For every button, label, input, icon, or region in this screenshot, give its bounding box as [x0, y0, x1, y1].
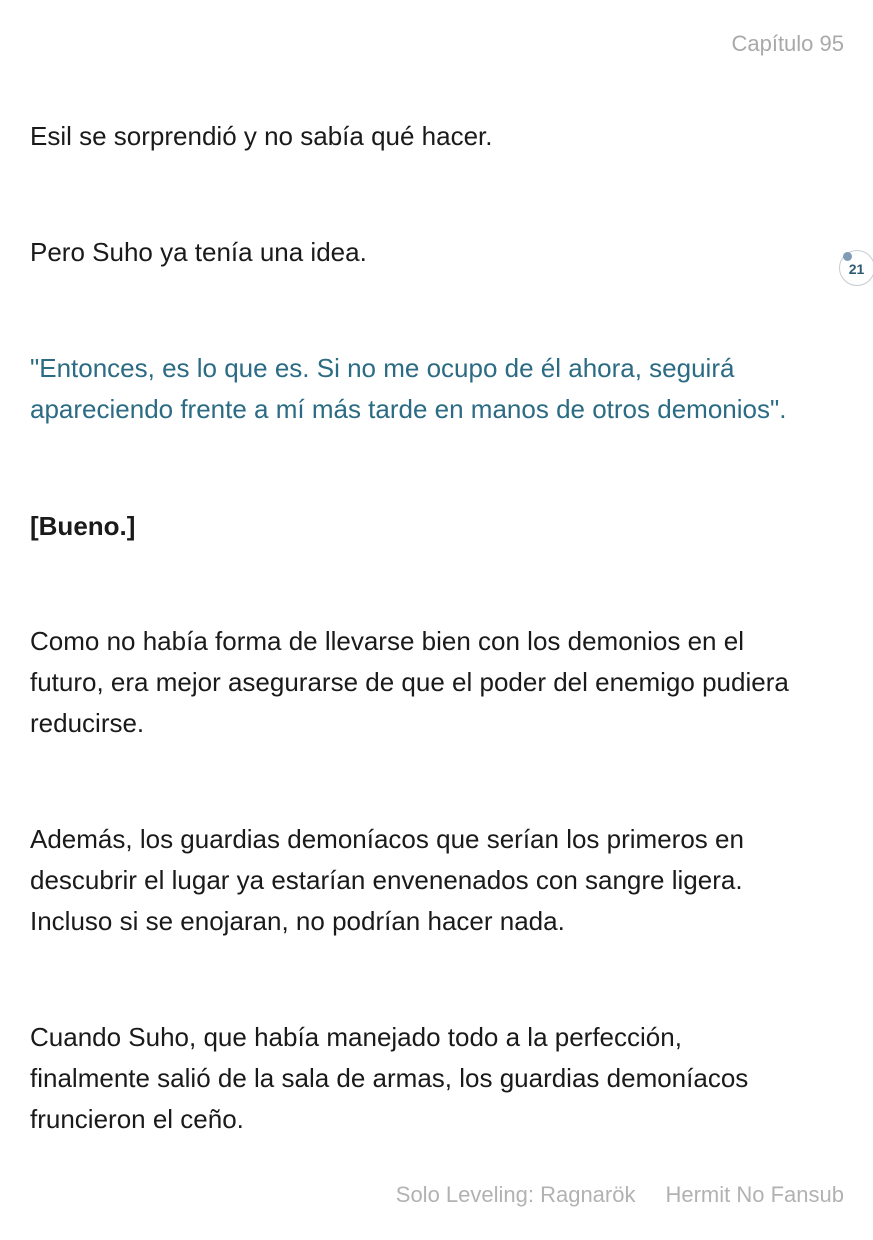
paragraph	[30, 116, 850, 157]
paragraph	[30, 232, 850, 273]
paragraph	[30, 1017, 850, 1140]
paragraph	[30, 621, 850, 744]
paragraph-line: "Entonces, es lo que es. Si no me ocupo de él ahora, seguirá	[30, 353, 735, 383]
paragraph-line: Cuando Suho, que había manejado todo a la perfección,	[30, 1022, 682, 1052]
paragraph	[30, 819, 850, 942]
dialogue-paragraph	[30, 348, 850, 430]
translator-credit: Hermit No Fansub	[665, 1182, 844, 1207]
paragraph-line: [Bueno.]	[30, 511, 136, 541]
paragraph-line: Esil se sorprendió y no sabía qué hacer.	[30, 121, 493, 151]
paragraph-line: Incluso si se enojaran, no podrían hacer nada.	[30, 906, 565, 936]
book-title: Solo Leveling: Ragnarök	[395, 1182, 636, 1207]
system-message	[30, 506, 850, 547]
paragraph-line: futuro, era mejor asegurarse de que el poder del enemigo pudiera	[30, 667, 789, 697]
paragraph-line: fruncieron el ceño.	[30, 1104, 244, 1134]
page-number: 21	[848, 261, 865, 277]
paragraph-line: finalmente salió de la sala de armas, los guardias demoníacos	[30, 1063, 749, 1093]
paragraph-line: Como no había forma de llevarse bien con los demonios en el	[30, 626, 744, 656]
paragraph-line: descubrir el lugar ya estarían envenenados con sangre ligera.	[30, 865, 743, 895]
paragraph-line: apareciendo frente a mí más tarde en manos de otros demonios".	[30, 394, 787, 424]
paragraph-line: Además, los guardias demoníacos que serían los primeros en	[30, 824, 744, 854]
chapter-title: Capítulo 95	[731, 31, 844, 56]
paragraph-line: Pero Suho ya tenía una idea.	[30, 237, 367, 267]
paragraph-line: reducirse.	[30, 708, 145, 738]
page-footer	[396, 1182, 844, 1208]
